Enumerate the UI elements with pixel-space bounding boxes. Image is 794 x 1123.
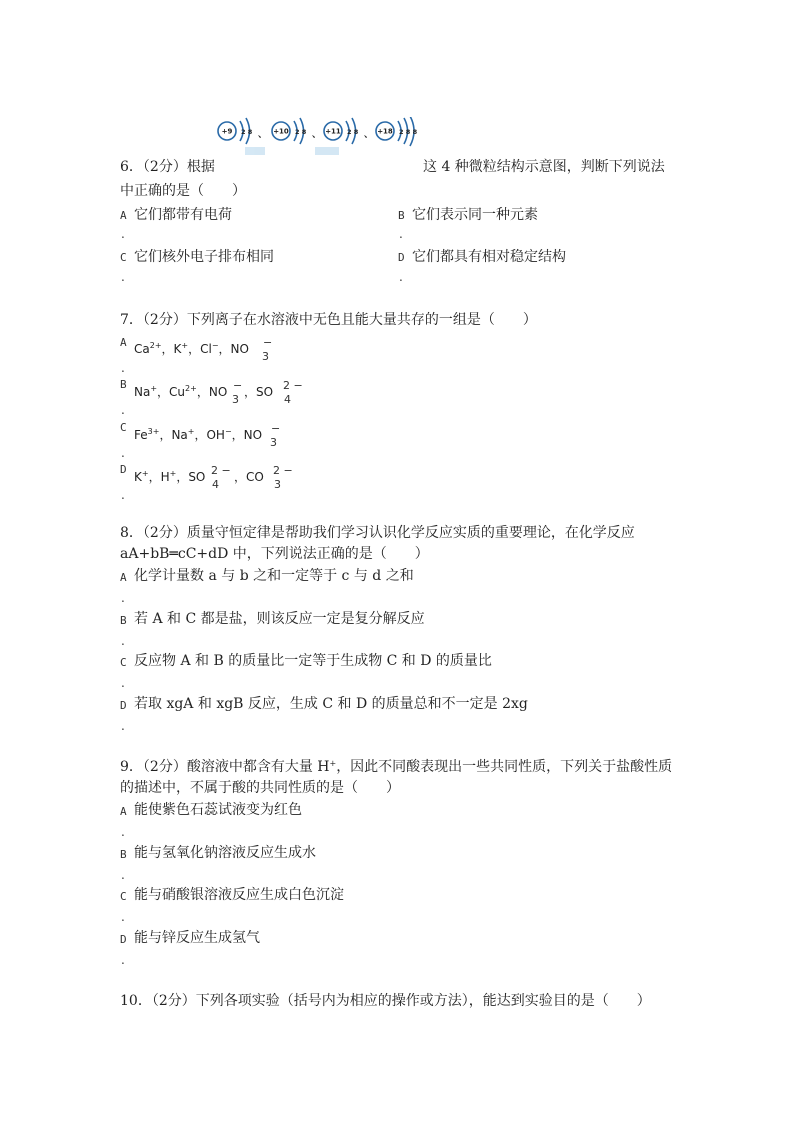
nucleus-2-label: +10 — [273, 127, 289, 136]
q8-option-b-dot: . — [121, 634, 125, 648]
q6-option-d-dot: . — [399, 270, 403, 284]
q6-option-b-dot: . — [399, 227, 403, 241]
q9-option-b-dot: . — [121, 868, 125, 882]
shell-2-label: 2 8 — [295, 128, 307, 136]
q6-option-d-text: 它们都具有相对稳定结构 — [412, 249, 566, 265]
q7-option-a-dot: . — [121, 361, 125, 375]
shell-3-label: 2 8 — [347, 128, 359, 136]
q7-option-b-ion-so: ，SO — [244, 385, 274, 399]
q7-option-c-charge: − — [271, 422, 281, 435]
q6-option-a-label: A — [120, 209, 127, 222]
q7-option-d-ions: K+，H+，SO — [134, 469, 206, 484]
q9-option-c-dot: . — [121, 910, 125, 924]
q9-option-d-label: D — [120, 933, 127, 946]
q8-option-d-text: 若取 xgA 和 xgB 反应，生成 C 和 D 的质量总和不一定是 2xg — [134, 696, 528, 712]
q7-option-c-subscript: 3 — [270, 436, 277, 449]
q7-option-d-dot: . — [121, 488, 125, 502]
q9-option-d-dot: . — [121, 953, 125, 967]
q6-option-d-label: D — [398, 251, 405, 264]
q6-stem-part1: 6．（2分）根据 — [120, 159, 215, 175]
q8-option-b-text: 若 A 和 C 都是盐，则该反应一定是复分解反应 — [134, 611, 425, 627]
atomic-structure-figure — [215, 117, 427, 157]
q6-option-c-label: C — [120, 251, 127, 264]
q9-option-b-text: 能与氢氧化钠溶液反应生成水 — [134, 845, 316, 861]
q7-option-b-charge-1: − — [233, 379, 243, 392]
q8-option-c-text: 反应物 A 和 B 的质量比一定等于生成物 C 和 D 的质量比 — [134, 653, 492, 669]
shell-4-label: 2 8 8 — [399, 128, 418, 136]
q6-option-c-dot: . — [121, 270, 125, 284]
q9-option-c-label: C — [120, 890, 127, 903]
q9-option-d-text: 能与锌反应生成氢气 — [134, 930, 260, 946]
q7-option-c-label: C — [120, 421, 127, 434]
q8-option-c-dot: . — [121, 676, 125, 690]
q9-option-b-label: B — [120, 848, 127, 861]
q7-option-d-charge-1: 2 − — [211, 464, 231, 477]
q9-option-a-text: 能使紫色石蕊试液变为红色 — [134, 802, 302, 818]
q7-option-b-charge-2: 2 − — [283, 379, 303, 392]
nucleus-3-label: +11 — [325, 127, 341, 136]
q7-option-b-subscript-1: 3 — [232, 393, 239, 406]
figure-separator-3: 、 — [364, 130, 374, 140]
q6-option-a-text: 它们都带有电荷 — [134, 207, 232, 223]
q7-option-b-dot: . — [121, 403, 125, 417]
figure-separator-1: 、 — [258, 130, 268, 140]
q7-option-b-subscript-2: 4 — [284, 393, 291, 406]
q6-option-b-text: 它们表示同一种元素 — [412, 207, 538, 223]
q9-stem-part1: 9．（2分）酸溶液中都含有大量 H+，因此不同酸表现出一些共同性质，下列关于盐酸性质 — [120, 759, 673, 775]
q7-option-a-charge: − — [263, 336, 273, 349]
q6-stem-part2: 这 4 种微粒结构示意图，判断下列说法 — [423, 159, 665, 175]
q8-option-d-dot: . — [121, 719, 125, 733]
q9-option-c-text: 能与硝酸银溶液反应生成白色沉淀 — [134, 887, 344, 903]
q8-option-a-text: 化学计量数 a 与 b 之和一定等于 c 与 d 之和 — [134, 568, 414, 584]
q7-option-d-subscript-2: 3 — [274, 478, 281, 491]
nucleus-4-label: +18 — [377, 127, 393, 136]
q9-option-a-dot: . — [121, 825, 125, 839]
figure-separator-2: 、 — [312, 130, 322, 140]
q8-stem-part1: 8．（2分）质量守恒定律是帮助我们学习认识化学反应实质的重要理论，在化学反应 — [120, 525, 635, 541]
shell-1-label: 2 8 — [241, 128, 253, 136]
nucleus-1-label: +9 — [221, 127, 233, 136]
q7-option-b-label: B — [120, 378, 127, 391]
q7-option-d-label: D — [120, 463, 127, 476]
q6-option-a-dot: . — [121, 227, 125, 241]
q8-option-a-label: A — [120, 571, 127, 584]
figure-smudge-2 — [315, 147, 339, 155]
q7-option-d-charge-2: 2 − — [273, 464, 293, 477]
q7-option-c-ions: $Fe^{3+}$，Na+，OH−，NO — [134, 427, 263, 442]
q9-option-a-label: A — [120, 805, 127, 818]
q7-option-b-ions: Na+，$Cu^{2+}$，NO — [134, 384, 228, 399]
q9-stem-part2: 的描述中，不属于酸的共同性质的是（ ） — [120, 780, 400, 796]
q8-stem-part2: aA+bB═cC+dD 中，下列说法正确的是（ ） — [120, 546, 429, 562]
q10-stem: 10．（2分）下列各项实验（括号内为相应的操作或方法），能达到实验目的是（ ） — [120, 993, 651, 1009]
figure-smudge-1 — [245, 147, 265, 155]
q7-option-a-ions: $Ca^{2+}$，K+，Cl−，NO — [134, 341, 249, 356]
q8-option-d-label: D — [120, 699, 127, 712]
q7-option-d-ion-co: ，CO — [234, 470, 264, 484]
q8-option-b-label: B — [120, 614, 127, 627]
q6-option-b-label: B — [398, 209, 405, 222]
q7-option-a-label: A — [120, 336, 127, 349]
q8-option-c-label: C — [120, 656, 127, 669]
q6-stem-part3: 中正确的是（ ） — [120, 183, 246, 199]
q7-option-d-subscript-1: 4 — [212, 478, 219, 491]
q7-option-c-dot: . — [121, 446, 125, 460]
q8-option-a-dot: . — [121, 591, 125, 605]
q6-option-c-text: 它们核外电子排布相同 — [134, 249, 274, 265]
q7-stem: 7．（2分）下列离子在水溶液中无色且能大量共存的一组是（ ） — [120, 312, 537, 328]
q7-option-a-subscript: 3 — [262, 350, 269, 363]
